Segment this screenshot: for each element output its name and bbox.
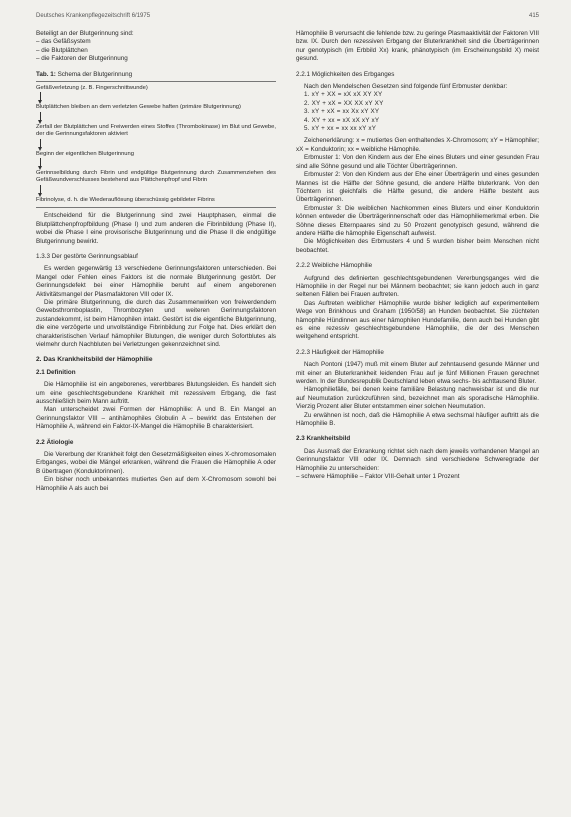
paragraph: Es werden gegenwärtig 13 verschiedene Gerinnungsfaktoren unterschieden. Bei Mangel oder Fehlen eines Faktors ist die normale Blutgerinnung gestört. Der Gerinnungsdefekt bei einer Hämophilie beruht auf einem angeborenen Aktivitätsmangel der Plasmafaktoren VIII oder IX. xyxy=(36,265,276,298)
paragraph: Die primäre Blutgerinnung, die durch das Zusammenwirken von freiwerdendem Gewebsthromboplastin, Thrombozyten und weiteren Gerinnungsfaktoren zustandekommt, ist beim Hämophilen intakt. Gestört ist die eigentliche Blutgerinnung, die eine verzögerte und unvollständige Fibrinbildung zur Folge hat. Dies erklärt den charakteristischen Verlauf hämophiler Blutungen, die weniger durch Sofortblutes als vielmehr durch Nachbluten bei Verletzungen gekennzeichnet sind. xyxy=(36,298,276,348)
flow-step: Zerfall der Blutplättchen und Freiwerden eines Stoffes (Thrombokinase) im Blut und Gewebe, der die Gerinnungsfaktoren aktiviert xyxy=(36,123,276,138)
flow-step: Blutplättchen bleiben an dem verletzten Gewebe haften (primäre Blutgerinnung) xyxy=(36,104,241,111)
list-item: – das Gefäßsystem xyxy=(36,38,91,46)
paragraph: Zu erwähnen ist noch, daß die Hämophilie A etwa sechsmal häufiger auftritt als die Hämophilie B. xyxy=(296,411,539,428)
formula: 3. xY + xX = xx Xx xY XY xyxy=(304,108,380,116)
paragraph: Ein bisher noch unbekanntes mutiertes Gen auf dem X-Chromosom sowohl bei Hämophilie A als auch bei xyxy=(36,476,276,492)
coagulation-flow-table xyxy=(36,81,276,208)
paragraph: Man unterscheidet zwei Formen der Hämophilie: A und B. Ein Mangel an Gerinnungsfaktor VIII – antihämophiles Globulin A – bewirkt das Entstehen der Hämophilie A, während ein Faktor-IX-Mangel die Hämophilie B charakterisiert. xyxy=(36,406,276,431)
formula: 1. xY + XX = xX xX XY XY xyxy=(304,91,383,99)
flow-step: Gerinnselbildung durch Fibrin und endgültige Blutgerinnung durch Zusammenziehen des Gefäßwundverschlusses bestehend aus Plättchenpfropf und Fibrin xyxy=(36,170,276,184)
section-heading: 2.1 Definition xyxy=(36,368,76,376)
flow-step: Fibrinolyse, d. h. die Wiederauflösung überschüssig gebildeter Fibrins xyxy=(36,196,215,203)
paragraph: Das Ausmaß der Erkrankung richtet sich nach dem jeweils vorhandenen Mangel an Gerinnungsfaktor VIII oder IX. Demnach sind verschiedene Schweregrade der Hämophilie zu unterscheiden: xyxy=(296,447,539,472)
paragraph: Erbmuster 2: Von den Kindern aus der Ehe einer Überträgerin und eines gesunden Mannes ist die Hälfte der Söhne gesund, die andere Hälfte bluterkrank. Von den Töchtern ist gleichfalls die Hälfte gesund, die andere Hälfte besteht aus Überträgerinnen. xyxy=(296,171,539,204)
section-heading: 2.2.2 Weibliche Hämophilie xyxy=(296,262,373,270)
paragraph: Die Möglichkeiten des Erbmusters 4 und 5 wurden bisher beim Menschen nicht beobachtet. xyxy=(296,238,539,254)
list-item: – die Faktoren der Blutgerinnung xyxy=(36,55,128,63)
journal-title: Deutsches Krankenpflegezeitschrift 6/1975 xyxy=(36,13,151,19)
arrow-down-icon xyxy=(39,112,276,124)
paragraph: Entscheidend für die Blutgerinnung sind zwei Hauptphasen, einmal die Blutplättchenpfropfbildung (Phase I) und zum anderen die Fibrinbildung (Phase II), wobei die Phase I eine provisorische Blutgerinnung und die Phase II die endgültige Blutgerinnung bewirkt. xyxy=(36,212,276,245)
page-number: 415 xyxy=(528,13,539,19)
arrow-down-icon xyxy=(39,139,276,151)
chapter-heading: 2. Das Krankheitsbild der Hämophilie xyxy=(36,356,153,364)
intro-text: Beteiligt an der Blutgerinnung sind: xyxy=(36,30,134,37)
section-heading: 2.2.1 Möglichkeiten des Erbganges xyxy=(296,70,395,78)
page-header xyxy=(36,12,539,22)
right-column xyxy=(296,30,539,482)
formula: 4. XY + xx = xX xX xY xY xyxy=(304,116,380,124)
paragraph: Die Hämophilie ist ein angeborenes, vererbbares Blutungsleiden. Es handelt sich um eine geschlechtsgebundene Krankheit mit rezessivem Erbgang, die fast ausschließlich beim Mann auftritt. xyxy=(36,381,276,405)
paragraph: Aufgrund des definierten geschlechtsgebundenen Vererbungsganges wird die Hämophilie in der Regel nur bei Männern beobachtet; sie kann jedoch auch in ganz seltenen Fällen bei Frauen auftreten. xyxy=(296,274,539,299)
list-item: – schwere Hämophilie – Faktor VIII-Gehalt unter 1 Prozent xyxy=(296,473,460,481)
paragraph: Das Auftreten weiblicher Hämophilie wurde bisher lediglich auf experimentellem Wege von Brinkhous und Graham (1950/58) an Hunden beobachtet. Sie züchteten hämophile Hündinnen aus einer hämophilen Hundefamilie, denn auch bei Hunden gibt es eine rezessiv geschlechtsgebundene Hämophilie, die der des Menschen weitgehend entspricht. xyxy=(296,299,539,341)
section-heading: 2.2.3 Häufigkeit der Hämophilie xyxy=(296,348,384,356)
formula: 5. xY + xx = xx xx xY xY xyxy=(304,125,377,133)
left-column xyxy=(36,30,276,493)
arrow-down-icon xyxy=(39,185,276,197)
legend-text: Zeichenerklärung: x = mutiertes Gen enthaltendes X-Chromosom; xY = Hämophiler; xX = Konduktorin; xx = weibliche Hämophile. xyxy=(296,137,539,153)
paragraph: Die Vererbung der Krankheit folgt den Gesetzmäßigkeiten eines X-chromosomalen Erbganges, wobei die Mängel erkranken, während die Frauen die Hämophilie A oder B übertragen (Konduktorinnen). xyxy=(36,451,276,475)
flow-step: Beginn der eigentlichen Blutgerinnung xyxy=(36,150,134,157)
section-heading: 2.3 Krankheitsbild xyxy=(296,435,351,443)
paragraph: Erbmuster 1: Von den Kindern aus der Ehe eines Bluters und einer gesunden Frau sind alle Söhne gesund und alle Töchter Überträgerinnen. xyxy=(296,154,539,170)
paragraph: Nach Pontoni (1947) muß mit einem Bluter auf zehntausend gesunde Männer und mit einer an Bluterkrankheit leidenden Frau auf je fünf Millionen Frauen gerechnet werden. In der Bundesrepublik Deutschland leben etwa sechs- bis achttausend Bluter. xyxy=(296,361,539,386)
paragraph: Nach den Mendelschen Gesetzen sind folgende fünf Erbmuster denkbar: xyxy=(304,83,508,91)
list-item: – die Blutplättchen xyxy=(36,46,88,54)
formula: 2. XY + xX = XX XX xY XY xyxy=(304,99,384,107)
table-caption: Tab. 1: Schema der Blutgerinnung xyxy=(36,70,133,78)
section-heading: 1.3.3 Der gestörte Gerinnungsablauf xyxy=(36,252,138,260)
paragraph: Hämophilie B verursacht die fehlende bzw. zu geringe Plasmaaktivität der Faktoren VIII bzw. IX. Durch den rezessiven Erbgang der Bluterkrankheit sind die Überträgerinnen nur genotypisch (im Erbbild Xx) krank, phänotypisch (im Erscheinungsbild X) meist gesund. xyxy=(296,30,539,63)
paragraph: Hämophiliefälle, bei denen keine familiäre Belastung nachweisbar ist und die nur auf Neumutation zurückzuführen sind, bezeichnet man als sporadische Hämophilie. Vierzig Prozent aller Bluter entstammen einer solchen Neumutation. xyxy=(296,386,539,411)
paragraph: Erbmuster 3: Die weiblichen Nachkommen eines Bluters und einer Konduktorin können entweder die Überträgerinnenschaft oder das Hämophiliemerkmal erben. Die Söhne dieses Elternpaares sind zu 50 Prozent genotypisch gesund, während die andere Hälfte die hämophile Eigenschaft aufweist. xyxy=(296,204,539,237)
flow-step: Gefäßverletzung (z. B. Fingerschnittwunde) xyxy=(36,85,148,92)
arrow-down-icon xyxy=(39,158,276,170)
arrow-down-icon xyxy=(39,92,276,104)
section-heading: 2.2 Ätiologie xyxy=(36,438,74,446)
